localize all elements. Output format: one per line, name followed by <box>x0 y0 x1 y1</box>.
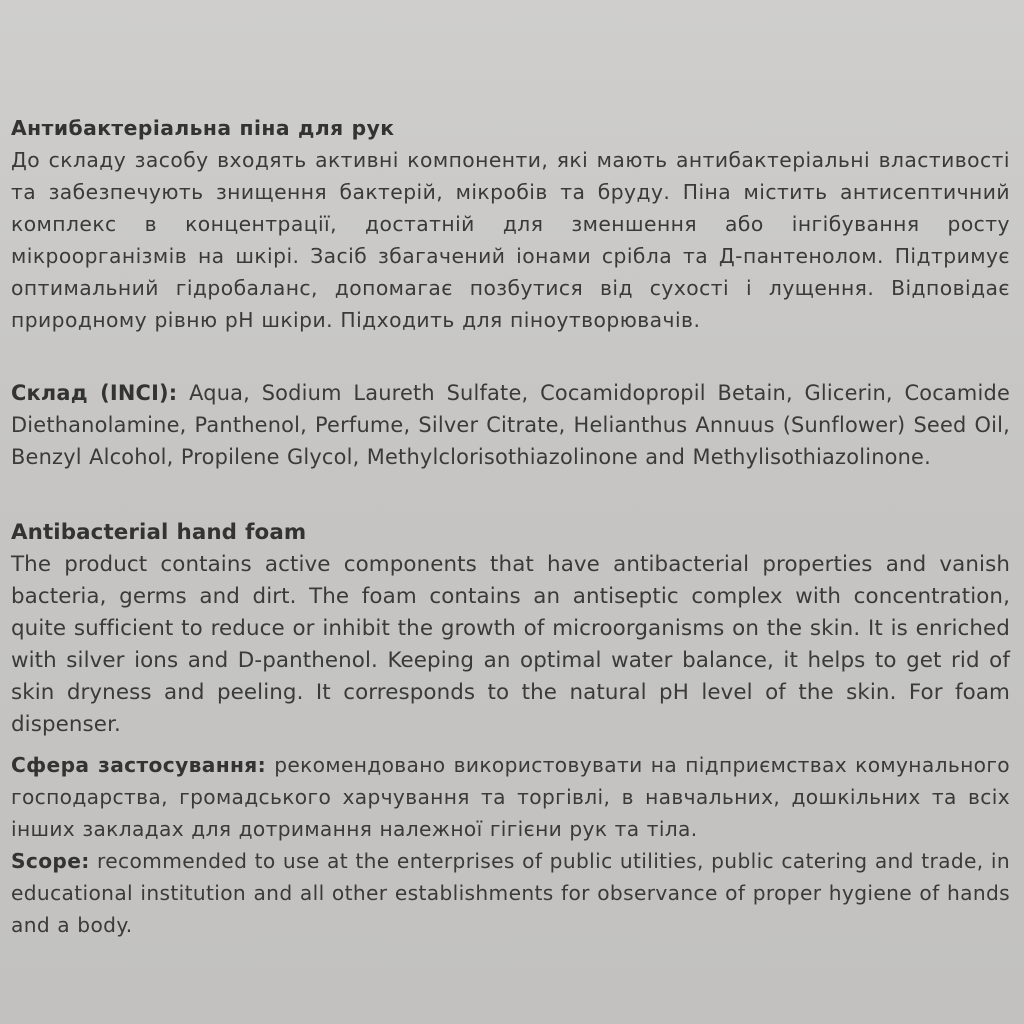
scope-text-english: recommended to use at the enterprises of public utilities, public catering and trade, in educational institution and all other establishments for observance of proper hygiene of hands and a body. <box>11 849 1010 937</box>
english-product-title: Antibacterial hand foam <box>11 520 307 545</box>
composition-section <box>11 377 1010 473</box>
ukrainian-product-description: До складу засобу входять активні компоненти, які мають антибактеріальні властивості та забезпечують знищення бактерій, мікробів та бруду. Піна містить антисептичний комплекс в концентрації, достатній для зменшення або інгібування росту мікроорганізмів на шкірі. Засіб збагачений іонами срібла та Д-пантенолом. Підтримує оптимальний гідробаланс, допомагає позбутися від сухості і лущення. Відповідає природному рівню pH шкіри. Підходить для піноутворювачів. <box>11 148 1010 332</box>
scope-section <box>11 749 1010 941</box>
scope-paragraph-english <box>11 845 1010 941</box>
scope-text-ukrainian: рекомендовано використовувати на підприємствах комунального господарства, громадського харчування та торгівлі, в навчальних, дошкільних та всіх інших закладах для дотримання належної гігієни рук та тіла. <box>11 753 1010 841</box>
ukrainian-description-section <box>11 112 1010 336</box>
scope-label-english: Scope: <box>11 849 90 873</box>
composition-ingredients: Aqua, Sodium Laureth Sulfate, Cocamidopropil Betain, Glicerin, Cocamide Diethanolamine, Panthenol, Perfume, Silver Citrate, Helianthus Annuus (Sunflower) Seed Oil, Benzyl Alcohol, Propilene Glycol, Methylclorisothiazolinone and Methylisothiazolinone. <box>11 381 1010 469</box>
scope-paragraph-ukrainian <box>11 749 1010 845</box>
ukrainian-product-title: Антибактеріальна піна для рук <box>11 116 395 140</box>
composition-label: Склад (INCI): <box>11 381 178 405</box>
english-description-section <box>11 517 1010 741</box>
composition-paragraph <box>11 377 1010 473</box>
scope-label-ukrainian: Сфера застосування: <box>11 753 267 777</box>
english-product-description: The product contains active components that have antibacterial properties and vanish bacteria, germs and dirt. The foam contains an antiseptic complex with concentration, quite sufficient to reduce or inhibit the growth of microorganisms on the skin. It is enriched with silver ions and D-panthenol. Keeping an optimal water balance, it helps to get rid of skin dryness and peeling. It corresponds to the natural pH level of the skin. For foam dispenser. <box>11 552 1010 737</box>
